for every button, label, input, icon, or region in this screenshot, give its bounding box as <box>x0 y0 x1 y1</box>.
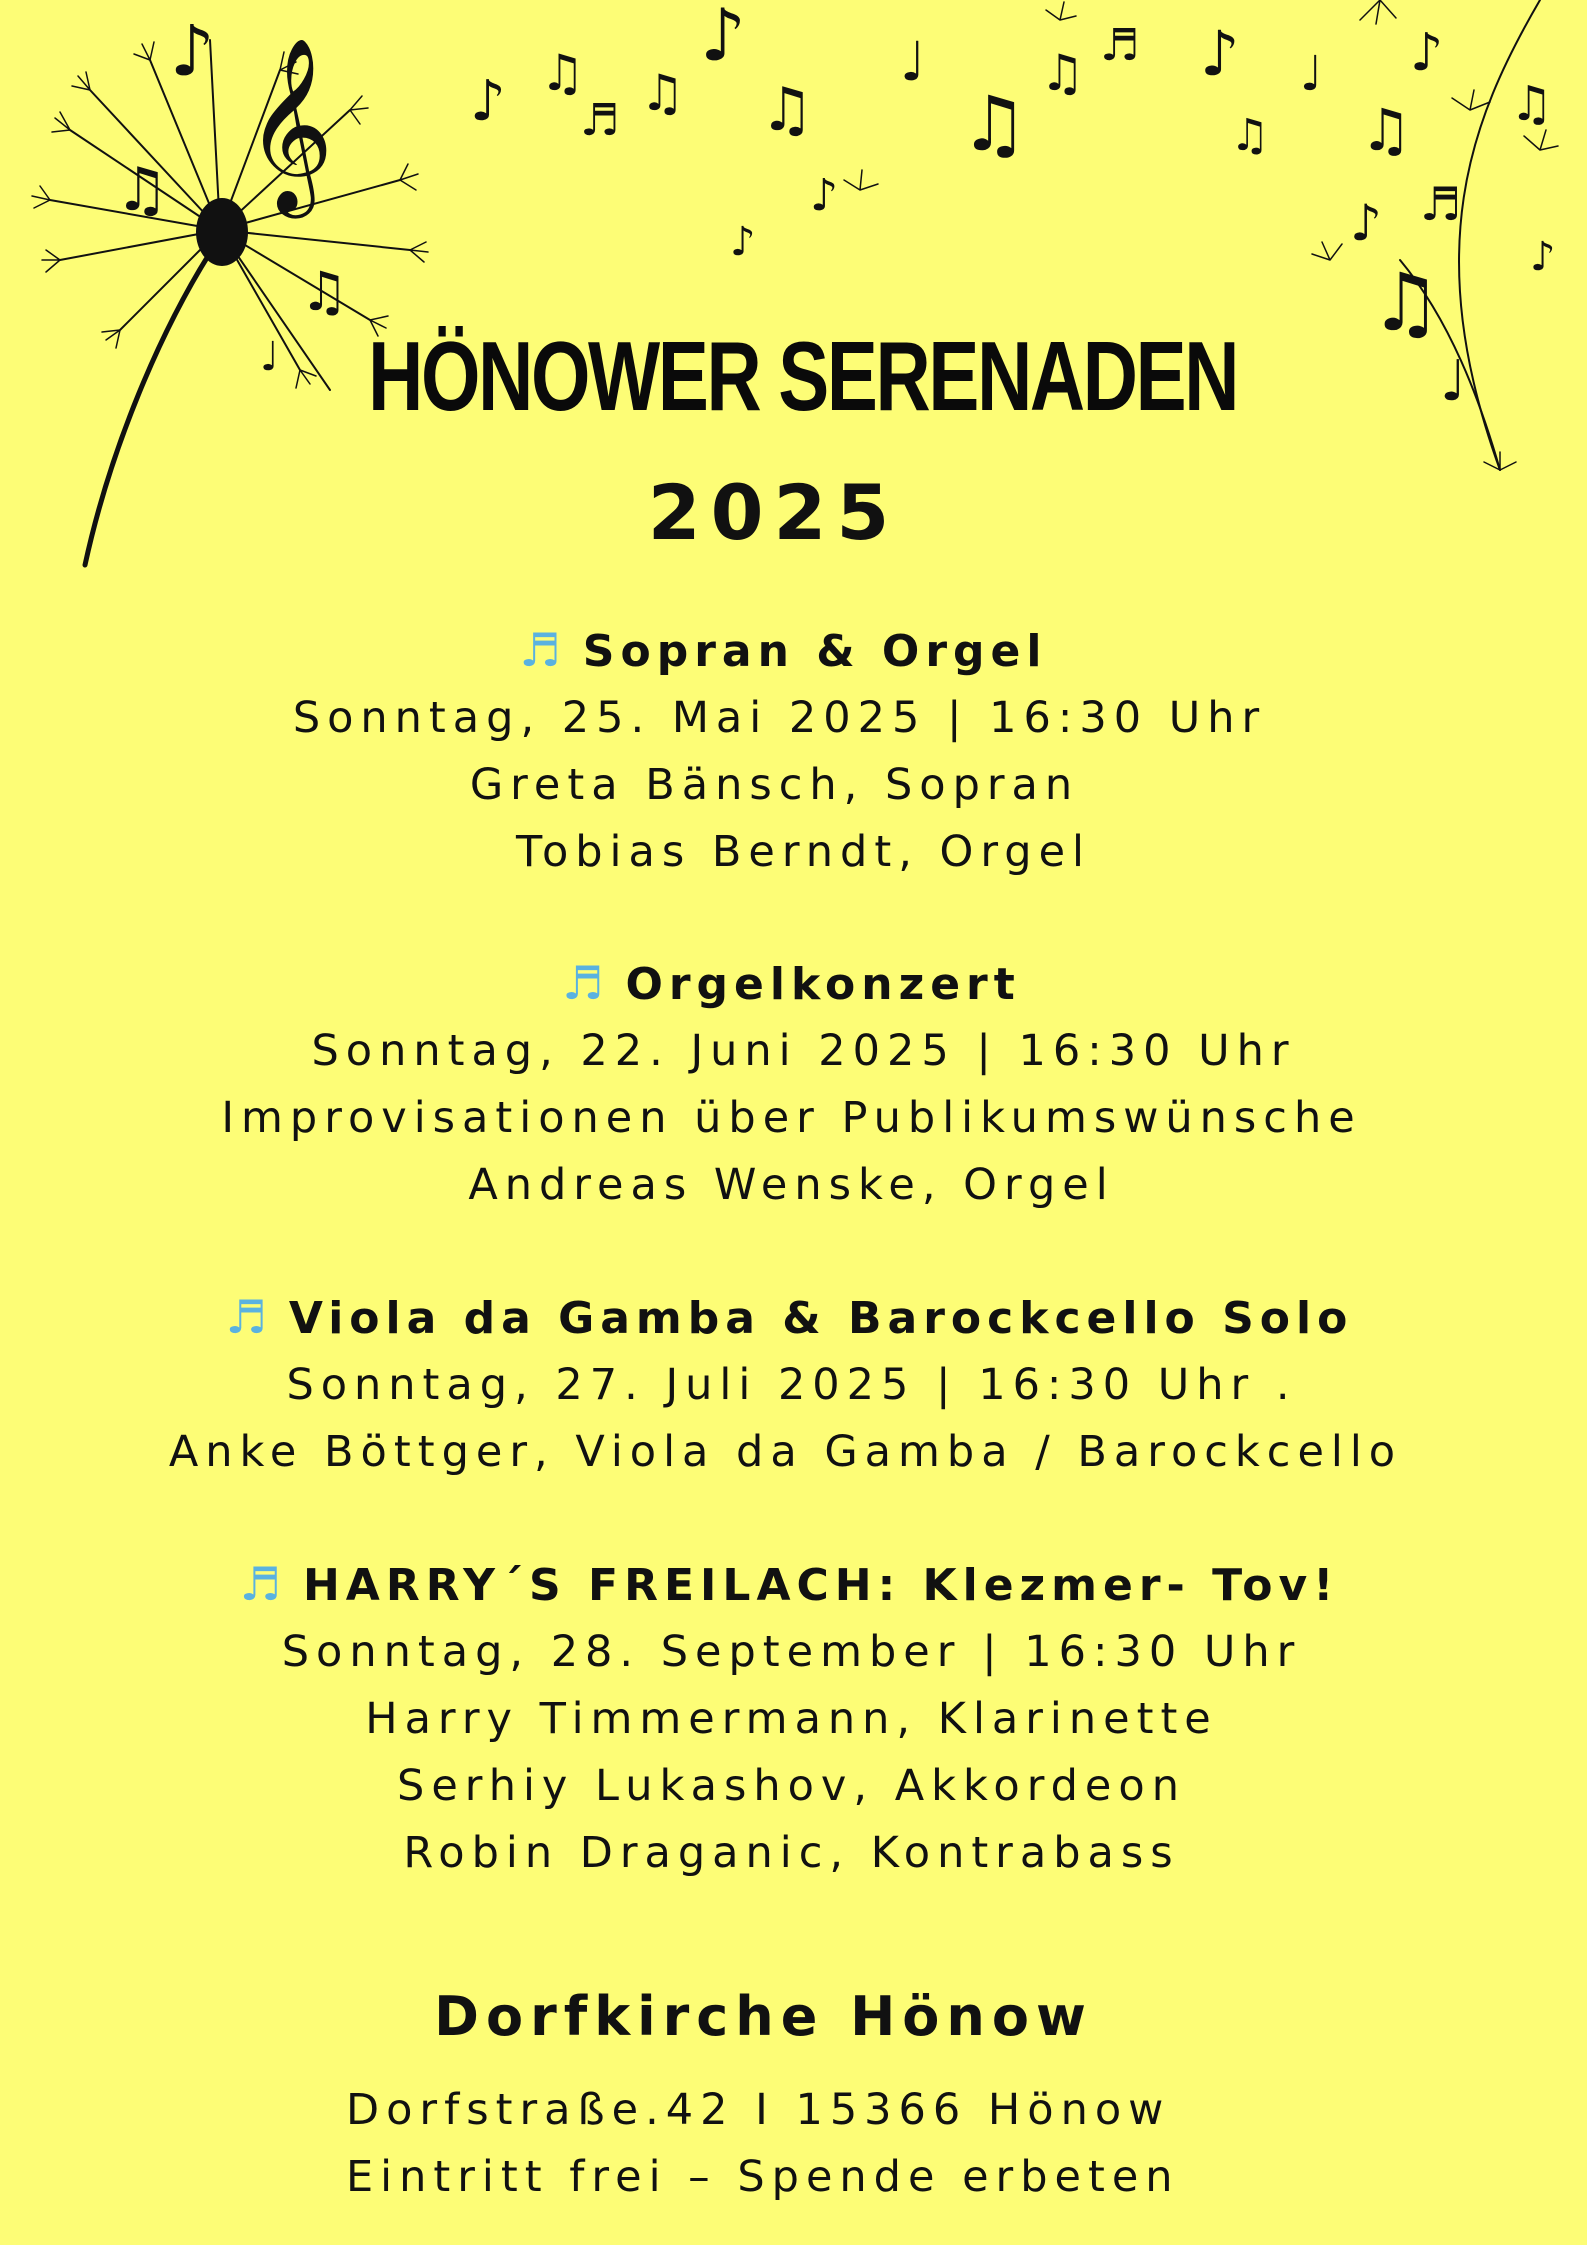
svg-text:♫: ♫ <box>640 64 685 122</box>
svg-text:♪: ♪ <box>470 69 506 134</box>
performer-line: Serhiy Lukashov, Akkordeon <box>397 1761 1186 1811</box>
svg-text:♪: ♪ <box>810 170 839 221</box>
svg-text:♪: ♪ <box>730 219 756 265</box>
music-notes-icon: ♬ <box>519 623 561 677</box>
concert-date: Sonntag, 28. September | 16:30 Uhr <box>281 1627 1302 1677</box>
concert-heading: ♬ HARRY´S FREILACH: Klezmer- Tov! <box>0 1551 1583 1619</box>
concert-date: Sonntag, 22. Juni 2025 | 16:30 Uhr <box>311 1026 1296 1076</box>
music-notes-icon: ♬ <box>225 1290 267 1344</box>
performer-line: Greta Bänsch, Sopran <box>469 760 1080 810</box>
svg-text:♫: ♫ <box>1370 256 1442 349</box>
concert-block <box>0 1551 1587 1887</box>
admission-note: Eintritt frei – Spende erbeten <box>346 2152 1180 2202</box>
svg-text:♬: ♬ <box>580 95 620 146</box>
svg-text:♫: ♫ <box>760 75 814 145</box>
svg-text:♫: ♫ <box>540 44 585 102</box>
svg-text:♫: ♫ <box>1510 76 1554 132</box>
concert-heading: ♬ Viola da Gamba & Barockcello Solo <box>0 1284 1583 1352</box>
concert-block <box>0 1284 1587 1486</box>
performer-line: Anke Böttger, Viola da Gamba / Barockcello <box>168 1427 1403 1477</box>
svg-text:♫: ♫ <box>300 260 349 323</box>
music-notes-icon: ♬ <box>239 1557 281 1611</box>
svg-text:♪: ♪ <box>170 10 215 92</box>
venue-name: Dorfkirche Hönow <box>434 1985 1093 2048</box>
svg-text:♩: ♩ <box>1300 46 1323 102</box>
svg-text:♫: ♫ <box>1360 96 1412 164</box>
concert-date: Sonntag, 27. Juli 2025 | 16:30 Uhr . <box>286 1360 1297 1410</box>
svg-text:♩: ♩ <box>1440 349 1467 414</box>
svg-text:♩: ♩ <box>260 334 279 380</box>
concert-heading: ♬ Sopran & Orgel <box>0 617 1577 685</box>
concert-block <box>0 617 1587 886</box>
svg-text:♪: ♪ <box>1530 234 1556 280</box>
svg-text:♬: ♬ <box>1100 20 1140 71</box>
poster-title: HÖNOWER SERENADEN <box>368 321 1238 431</box>
performer-line: Andreas Wenske, Orgel <box>468 1160 1115 1210</box>
concert-date: Sonntag, 25. Mai 2025 | 16:30 Uhr <box>292 693 1267 743</box>
performer-line: Tobias Berndt, Orgel <box>515 827 1092 877</box>
concert-block <box>0 950 1587 1219</box>
svg-text:♪: ♪ <box>1200 17 1240 90</box>
svg-text:♪: ♪ <box>700 0 746 77</box>
svg-text:♬: ♬ <box>1420 177 1462 231</box>
concert-heading: ♬ Orgelkonzert <box>0 950 1585 1018</box>
music-notes-icon: ♬ <box>562 956 604 1010</box>
poster-year: 2025 <box>647 468 900 557</box>
svg-text:♫: ♫ <box>1230 110 1270 161</box>
svg-text:♩: ♩ <box>900 30 926 93</box>
svg-text:♫: ♫ <box>115 155 169 225</box>
svg-text:♫: ♫ <box>960 79 1029 168</box>
performer-line: Improvisationen über Publikumswünsche <box>221 1093 1362 1143</box>
venue-address: Dorfstraße.42 I 15366 Hönow <box>346 2085 1171 2135</box>
svg-text:♪: ♪ <box>1410 23 1444 83</box>
svg-text:♫: ♫ <box>1040 44 1085 102</box>
performer-line: Robin Draganic, Kontrabass <box>403 1828 1180 1878</box>
svg-text:𝄞: 𝄞 <box>245 37 334 211</box>
svg-text:♪: ♪ <box>1350 194 1382 252</box>
performer-line: Harry Timmermann, Klarinette <box>365 1694 1218 1744</box>
